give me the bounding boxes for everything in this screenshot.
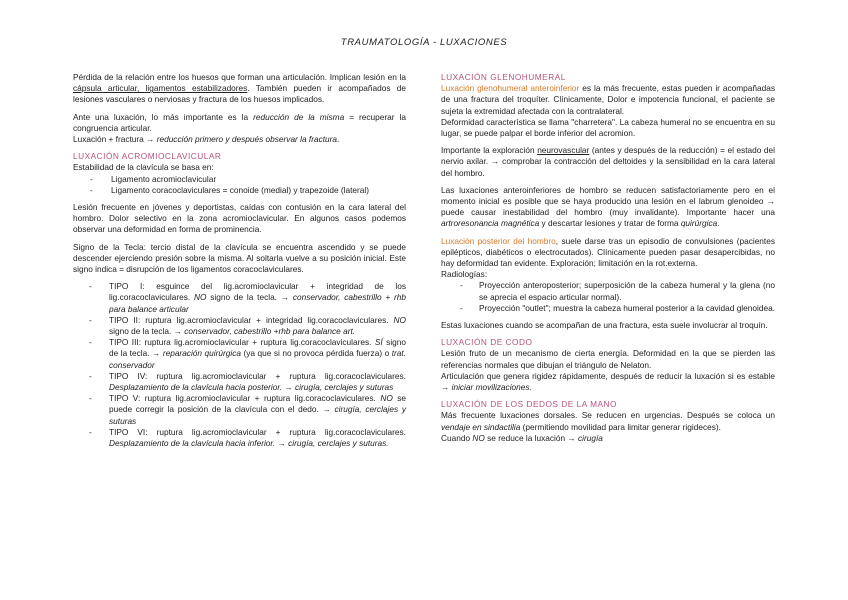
acromio-lesion-paragraph: Lesión frecuente en jóvenes y deportistas, caídas con contusión en la cara lateral del hombro. Dolor selectivo en la zona acromioclavicular. En algunos casos podemos observar una deformidad en forma de prominencia. xyxy=(73,202,406,235)
tipo-item: - TIPO VI: ruptura lig.acromioclavicular + ruptura lig.coracoclaviculares. Desplazamiento de la clavícula hacia inferior. → cirugía, cerclajes y suturas. xyxy=(73,427,406,449)
page-title: TRAUMATOLOGÍA - LUXACIONES xyxy=(340,37,508,48)
tipo-item: - TIPO I: esguince del lig.acromioclavicular + integridad de los lig.coracoclaviculares. NO signo de la tecla. → conservador, cabestrillo + rhb para balance articular xyxy=(73,281,406,315)
dedos-paragraph-1: Más frecuente luxaciones dorsales. Se reducen en urgencias. Después se coloca un vendaje en sindactilia (permitiendo movilidad para limitar generar rigideces). xyxy=(441,410,775,432)
list-item: - Ligamento coracoclaviculares = conoide (medial) y trapezoide (lateral) xyxy=(73,185,406,196)
left-column xyxy=(73,72,406,455)
posterior-paragraph: Luxación posterior del hombro, suele darse tras un episodio de convulsiones (pacientes epilépticos, diabéticos o electrocutados). Clínicamente pueden pasar desapercibidas, no hay deformidad tan evidente. Exploración; limitación en la rot.externa. xyxy=(441,235,775,269)
tipo-item: - TIPO II: ruptura lig.acromioclavicular + integridad lig.coracoclaviculares. NO signo de la tecla. → conservador, cabestrillo +rhb para balance art. xyxy=(73,315,406,337)
radiology-list xyxy=(441,280,775,314)
troquin-paragraph: Estas luxaciones cuando se acompañan de una fractura, esta suele involucrar al troquín. xyxy=(441,320,768,331)
radiology-label: Radiologías: xyxy=(441,269,488,280)
list-item: - Proyección anteroposterior; superposición de la cabeza humeral y la glena (no se aprecia el espacio articular normal). xyxy=(441,280,775,302)
tipo-list xyxy=(73,281,406,449)
tipo-item: - TIPO V: ruptura lig.acromioclavicular + ruptura lig.coracoclaviculares. NO se puede corregir la posición de la clavícula con el dedo. → cirugía, cerclajes y suturas xyxy=(73,393,406,427)
gleno-heading: LUXACIÓN GLENOHUMERAL xyxy=(441,72,566,82)
right-column xyxy=(441,72,775,444)
acromio-stability-text: Estabilidad de la clavícula se basa en: xyxy=(73,162,214,173)
tecla-sign-paragraph: Signo de la Tecla: tercio distal de la clavícula se encuentra ascendido y se puede descender ejerciendo presión sobre la misma. Al soltarla vuelve a su posición inicial. Este signo indica = disrupción de los ligamentos coracoclaviculares. xyxy=(73,241,406,275)
codo-paragraph-2: Articulación que genera rigidez rápidamente, después de reducir la luxación si es estable → iniciar movilizaciones. xyxy=(441,370,775,393)
dedos-heading: LUXACIÓN DE LOS DEDOS DE LA MANO xyxy=(441,399,617,410)
dedos-paragraph-2: Cuando NO se reduce la luxación → cirugía xyxy=(441,432,603,443)
gleno-deformity-paragraph: Deformidad característica se llama "charretera". La cabeza humeral no se encuentra en su lugar, se puede palpar el borde inferior del acromion. xyxy=(441,116,775,139)
acromio-ligament-list xyxy=(73,174,406,196)
intro-paragraph: Pérdida de la relación entre los huesos que forman una articulación. Implican lesión en la cápsula articular, ligamentos estabilizadores. También pueden ir acompañados de lesiones vasculares o nerviosas y fractura de los huesos implicados. xyxy=(73,72,406,105)
gleno-labrum-paragraph: Las luxaciones anteroinferiores de hombro se reducen satisfactoriamente pero en el momento inicial es posible que se haya producido una lesión en el labrum glenoideo → puede causar inestabilidad del hombro (muy invalidante). Importante hacer una artroresonancia magnética y descartar lesiones y tratar de forma quirúrgica. xyxy=(441,184,775,229)
list-item: - Ligamento acromioclavicular xyxy=(73,174,406,185)
acromio-heading: LUXACIÓN ACROMIOCLAVICULAR xyxy=(73,151,222,162)
tipo-item: - TIPO IV: ruptura lig.acromioclavicular + ruptura lig.coracoclaviculares. Desplazamiento de la clavícula hacia posterior. → cirugía, cerclajes y suturas xyxy=(73,371,406,393)
list-item: - Proyección "outlet"; muestra la cabeza humeral posterior a la cavidad glenoidea. xyxy=(441,303,775,314)
codo-paragraph-1: Lesión fruto de un mecanismo de cierta energía. Deformidad en la que se pierden las referencias normales que dibujan el triángulo de Nelaton. xyxy=(441,348,775,370)
gleno-neurovascular-paragraph: Importante la exploración neurovascular (antes y después de la reducción) = el estado del nervio axilar. → comprobar la contracción del deltoides y la sensibilidad en la cara lateral del hombro. xyxy=(441,145,776,178)
fracture-paragraph: Luxación + fractura → reducción primero y después observar la fractura. xyxy=(73,134,340,145)
codo-heading: LUXACIÓN DE CODO xyxy=(441,337,533,348)
reduction-paragraph: Ante una luxación, lo más importante es la reducción de la misma = recuperar la congruencia articular. xyxy=(73,111,406,133)
tipo-item: - TIPO III: ruptura lig.acromioclavicular + ruptura lig.coracoclaviculares. SÍ signo de la tecla. → reparación quirúrgica (ya que si no provoca pérdida fuerza) o trat. conservador xyxy=(73,337,406,371)
gleno-paragraph-1: Luxación glenohumeral anteroinferior es la más frecuente, estas pueden ir acompañadas de una fractura del troquíter. Clínicamente, Dolor e impotencia funcional, el paciente se sujeta la extremidad afectada con la contralateral. xyxy=(441,83,776,116)
